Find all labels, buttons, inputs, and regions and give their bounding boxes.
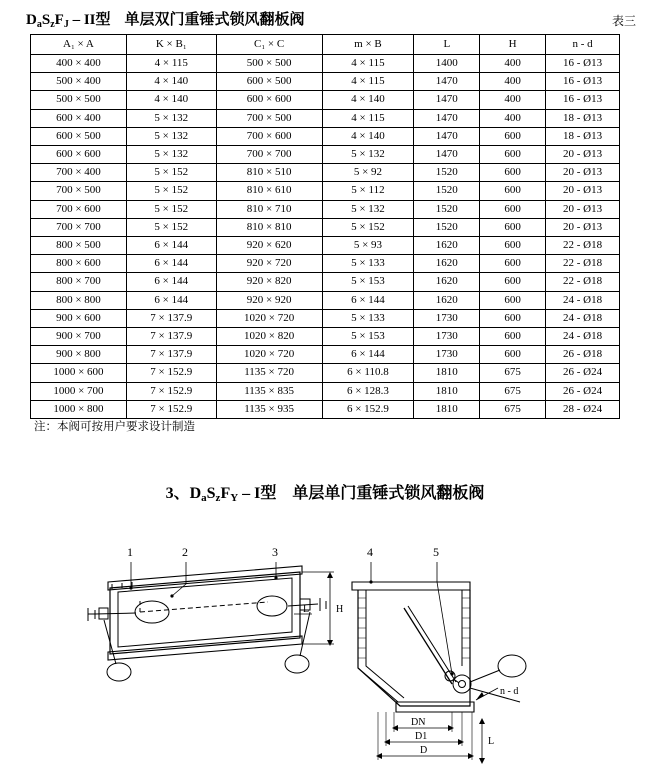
specification-table [30, 34, 620, 419]
cell-nd: 24 - Ø18 [546, 309, 620, 327]
cell-l: 1620 [414, 237, 480, 255]
column-header-a1a: A₁ × A [31, 35, 127, 55]
cell-kb1: 5 × 152 [126, 200, 216, 218]
cell-h: 600 [480, 309, 546, 327]
cell-a1a: 600 × 500 [31, 127, 127, 145]
technical-drawing [0, 516, 650, 767]
table-row [31, 55, 620, 73]
table-body [31, 55, 620, 419]
valve-drawing-svg [0, 516, 650, 767]
cell-mb: 5 × 133 [322, 255, 414, 273]
cell-l: 1470 [414, 146, 480, 164]
cell-mb: 4 × 115 [322, 109, 414, 127]
table-row [31, 73, 620, 91]
cell-mb: 6 × 144 [322, 291, 414, 309]
cell-l: 1810 [414, 364, 480, 382]
cell-kb1: 4 × 115 [126, 55, 216, 73]
cell-l: 1520 [414, 182, 480, 200]
cell-kb1: 5 × 152 [126, 182, 216, 200]
cell-kb1: 7 × 137.9 [126, 328, 216, 346]
cell-c1c: 810 × 510 [216, 164, 322, 182]
column-header-mb: m × B [322, 35, 414, 55]
document-header [26, 8, 636, 30]
cell-kb1: 7 × 137.9 [126, 346, 216, 364]
table-row [31, 218, 620, 236]
cell-nd: 18 - Ø13 [546, 127, 620, 145]
cell-c1c: 920 × 920 [216, 291, 322, 309]
column-header-c1c: C₁ × C [216, 35, 322, 55]
cell-a1a: 700 × 400 [31, 164, 127, 182]
cell-mb: 5 × 132 [322, 200, 414, 218]
cell-nd: 20 - Ø13 [546, 164, 620, 182]
cell-nd: 20 - Ø13 [546, 200, 620, 218]
cell-c1c: 810 × 710 [216, 200, 322, 218]
cell-kb1: 5 × 132 [126, 146, 216, 164]
label-d: D [420, 745, 428, 756]
cell-kb1: 7 × 152.9 [126, 364, 216, 382]
cell-a1a: 900 × 600 [31, 309, 127, 327]
cell-c1c: 920 × 820 [216, 273, 322, 291]
cell-l: 1730 [414, 346, 480, 364]
cell-nd: 20 - Ø13 [546, 182, 620, 200]
cell-l: 1520 [414, 218, 480, 236]
column-header-l: L [414, 35, 480, 55]
label-l-left: L [303, 604, 310, 615]
cell-l: 1810 [414, 400, 480, 418]
callout-2: 2 [182, 545, 188, 559]
cell-kb1: 5 × 152 [126, 164, 216, 182]
cell-h: 400 [480, 91, 546, 109]
cell-nd: 26 - Ø18 [546, 346, 620, 364]
column-header-kb1: K × B₁ [126, 35, 216, 55]
label-n-d: n - d [500, 686, 519, 697]
cell-a1a: 700 × 700 [31, 218, 127, 236]
table-row [31, 109, 620, 127]
cell-nd: 26 - Ø24 [546, 382, 620, 400]
cell-mb: 4 × 115 [322, 55, 414, 73]
cell-l: 1620 [414, 255, 480, 273]
cell-c1c: 700 × 500 [216, 109, 322, 127]
cell-l: 1400 [414, 55, 480, 73]
cell-mb: 5 × 92 [322, 164, 414, 182]
cell-h: 400 [480, 109, 546, 127]
cell-nd: 16 - Ø13 [546, 55, 620, 73]
cell-nd: 20 - Ø13 [546, 146, 620, 164]
label-dn: DN [411, 717, 426, 728]
cell-h: 600 [480, 328, 546, 346]
table-row [31, 164, 620, 182]
cell-kb1: 5 × 152 [126, 218, 216, 236]
cell-c1c: 600 × 500 [216, 73, 322, 91]
table-number-label: 表三 [611, 14, 636, 28]
cell-kb1: 7 × 152.9 [126, 382, 216, 400]
cell-c1c: 1020 × 820 [216, 328, 322, 346]
cell-c1c: 500 × 500 [216, 55, 322, 73]
cell-kb1: 4 × 140 [126, 73, 216, 91]
cell-mb: 6 × 144 [322, 346, 414, 364]
cell-mb: 6 × 152.9 [322, 400, 414, 418]
cell-mb: 4 × 140 [322, 91, 414, 109]
cell-nd: 22 - Ø18 [546, 273, 620, 291]
cell-l: 1470 [414, 91, 480, 109]
table-row [31, 346, 620, 364]
cell-kb1: 4 × 140 [126, 91, 216, 109]
cell-kb1: 5 × 132 [126, 109, 216, 127]
cell-l: 1620 [414, 291, 480, 309]
cell-mb: 4 × 140 [322, 127, 414, 145]
cell-nd: 28 - Ø24 [546, 400, 620, 418]
cell-h: 600 [480, 346, 546, 364]
cell-l: 1520 [414, 164, 480, 182]
table-header [31, 35, 620, 55]
label-h-left: H [336, 604, 344, 615]
table-row [31, 309, 620, 327]
table-header-row [31, 35, 620, 55]
cell-kb1: 6 × 144 [126, 237, 216, 255]
table-row [31, 127, 620, 145]
cell-h: 600 [480, 255, 546, 273]
cell-a1a: 600 × 600 [31, 146, 127, 164]
column-header-h: H [480, 35, 546, 55]
cell-h: 400 [480, 73, 546, 91]
cell-a1a: 500 × 400 [31, 73, 127, 91]
cell-h: 600 [480, 127, 546, 145]
cell-a1a: 800 × 500 [31, 237, 127, 255]
cell-nd: 18 - Ø13 [546, 109, 620, 127]
cell-a1a: 500 × 500 [31, 91, 127, 109]
cell-nd: 24 - Ø18 [546, 328, 620, 346]
cell-nd: 20 - Ø13 [546, 218, 620, 236]
cell-c1c: 700 × 600 [216, 127, 322, 145]
cell-mb: 5 × 132 [322, 146, 414, 164]
cell-mb: 5 × 152 [322, 218, 414, 236]
cell-nd: 26 - Ø24 [546, 364, 620, 382]
table-row [31, 146, 620, 164]
cell-a1a: 800 × 700 [31, 273, 127, 291]
column-header-nd: n - d [546, 35, 620, 55]
cell-h: 675 [480, 382, 546, 400]
cell-kb1: 5 × 132 [126, 127, 216, 145]
cell-mb: 5 × 133 [322, 309, 414, 327]
cell-l: 1470 [414, 73, 480, 91]
table-row [31, 255, 620, 273]
table-row [31, 273, 620, 291]
cell-nd: 22 - Ø18 [546, 237, 620, 255]
cell-kb1: 7 × 152.9 [126, 400, 216, 418]
cell-a1a: 700 × 500 [31, 182, 127, 200]
cell-c1c: 1135 × 835 [216, 382, 322, 400]
cell-mb: 5 × 153 [322, 273, 414, 291]
cell-a1a: 700 × 600 [31, 200, 127, 218]
page-title: $D_aS_zF_J$ – II型 单层双门重锤式锁风翻板阀 [26, 12, 305, 30]
cell-l: 1520 [414, 200, 480, 218]
cell-c1c: 810 × 810 [216, 218, 322, 236]
cell-a1a: 600 × 400 [31, 109, 127, 127]
callout-1: 1 [127, 545, 133, 559]
cell-l: 1470 [414, 127, 480, 145]
cell-l: 1810 [414, 382, 480, 400]
cell-c1c: 1020 × 720 [216, 309, 322, 327]
table-row [31, 400, 620, 418]
cell-l: 1730 [414, 309, 480, 327]
cell-h: 600 [480, 200, 546, 218]
cell-nd: 16 - Ø13 [546, 73, 620, 91]
cell-nd: 16 - Ø13 [546, 91, 620, 109]
cell-a1a: 1000 × 800 [31, 400, 127, 418]
cell-h: 400 [480, 55, 546, 73]
table-row [31, 382, 620, 400]
table-row [31, 328, 620, 346]
table-note: 注：本阀可按用户要求设计制造 [34, 419, 195, 433]
cell-a1a: 800 × 600 [31, 255, 127, 273]
cell-a1a: 1000 × 700 [31, 382, 127, 400]
cell-c1c: 810 × 610 [216, 182, 322, 200]
cell-h: 600 [480, 164, 546, 182]
table-row [31, 237, 620, 255]
cell-mb: 5 × 153 [322, 328, 414, 346]
table-row [31, 182, 620, 200]
cell-a1a: 900 × 800 [31, 346, 127, 364]
cell-kb1: 6 × 144 [126, 273, 216, 291]
cell-c1c: 1135 × 720 [216, 364, 322, 382]
cell-h: 675 [480, 364, 546, 382]
cell-a1a: 900 × 700 [31, 328, 127, 346]
cell-kb1: 7 × 137.9 [126, 309, 216, 327]
right-section-view [352, 582, 526, 764]
cell-h: 600 [480, 182, 546, 200]
cell-h: 600 [480, 237, 546, 255]
callout-4: 4 [367, 545, 373, 559]
cell-c1c: 920 × 720 [216, 255, 322, 273]
cell-l: 1730 [414, 328, 480, 346]
table-row [31, 291, 620, 309]
cell-c1c: 920 × 620 [216, 237, 322, 255]
cell-nd: 22 - Ø18 [546, 255, 620, 273]
cell-h: 600 [480, 291, 546, 309]
cell-mb: 6 × 110.8 [322, 364, 414, 382]
cell-a1a: 1000 × 600 [31, 364, 127, 382]
cell-kb1: 6 × 144 [126, 255, 216, 273]
cell-c1c: 1135 × 935 [216, 400, 322, 418]
label-d1: D1 [415, 731, 428, 742]
table-row [31, 364, 620, 382]
cell-c1c: 1020 × 720 [216, 346, 322, 364]
cell-mb: 6 × 128.3 [322, 382, 414, 400]
callout-5: 5 [433, 545, 439, 559]
cell-l: 1470 [414, 109, 480, 127]
label-l-right: L [488, 736, 495, 747]
table-row [31, 200, 620, 218]
section-heading: 3、$D_aS_zF_Y$ – I型 单层单门重锤式锁风翻板阀 [165, 485, 485, 504]
cell-c1c: 700 × 700 [216, 146, 322, 164]
cell-c1c: 600 × 600 [216, 91, 322, 109]
table-row [31, 91, 620, 109]
left-elevation-view [88, 566, 334, 681]
cell-h: 600 [480, 273, 546, 291]
cell-nd: 24 - Ø18 [546, 291, 620, 309]
cell-mb: 5 × 93 [322, 237, 414, 255]
cell-mb: 4 × 115 [322, 73, 414, 91]
cell-l: 1620 [414, 273, 480, 291]
cell-kb1: 6 × 144 [126, 291, 216, 309]
cell-a1a: 800 × 800 [31, 291, 127, 309]
cell-h: 600 [480, 146, 546, 164]
cell-a1a: 400 × 400 [31, 55, 127, 73]
cell-mb: 5 × 112 [322, 182, 414, 200]
callout-3: 3 [272, 545, 278, 559]
cell-h: 600 [480, 218, 546, 236]
cell-h: 675 [480, 400, 546, 418]
